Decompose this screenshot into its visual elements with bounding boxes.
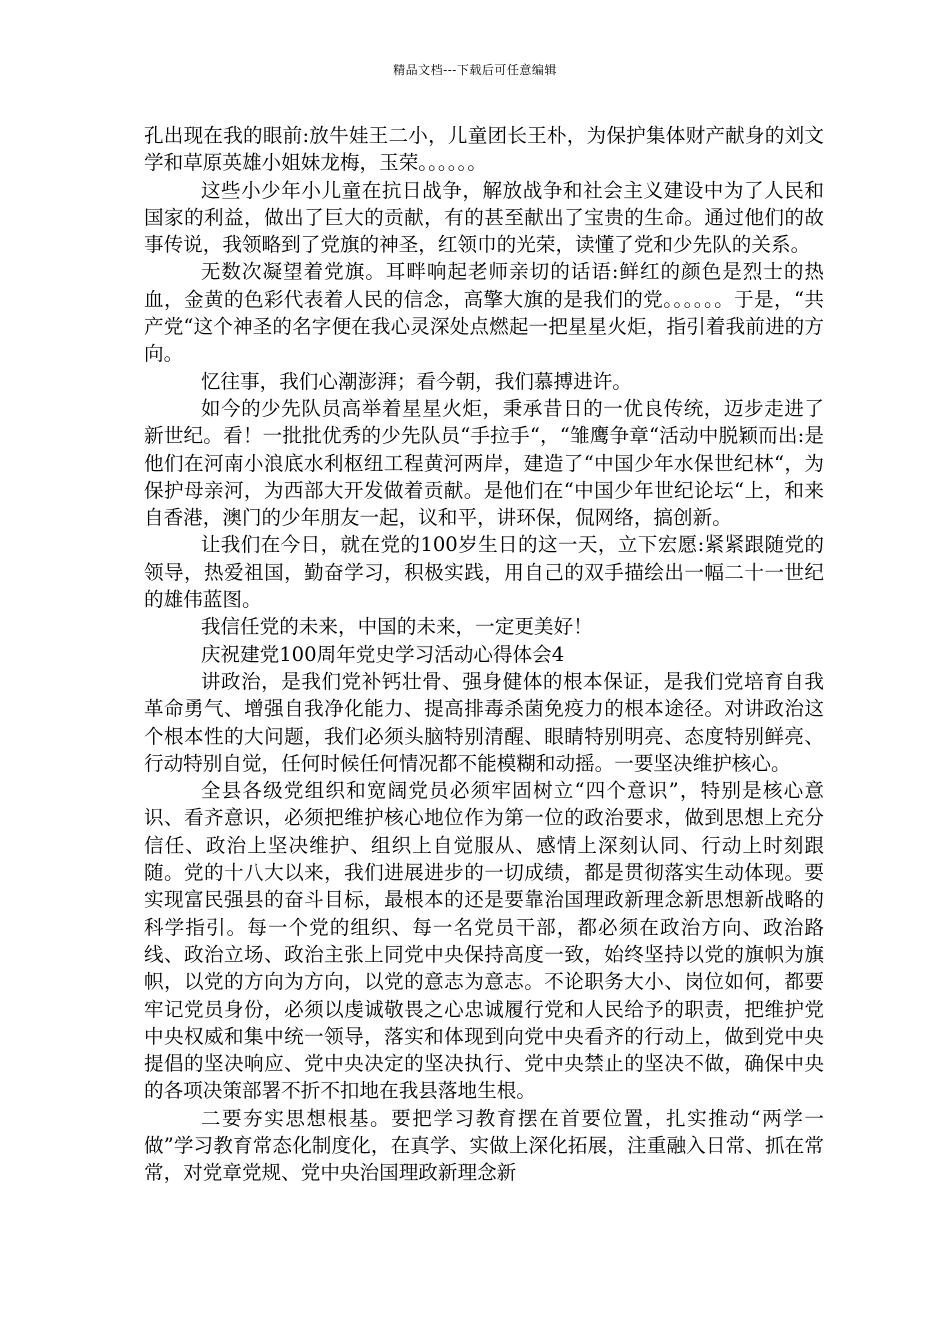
paragraph: 这些小少年小儿童在抗日战争，解放战争和社会主义建设中为了人民和国家的利益，做出了巨大的贡献，有的甚至献出了宝贵的生命。通过他们的故事传说，我领略到了党旗的神圣，红领巾的光荣，读懂了党和少先队的关系。 [144,178,824,257]
paragraph: 庆祝建党100周年党史学习活动心得体会4 [200,642,565,666]
paragraph: 忆往事，我们心潮澎湃；看今朝，我们慕搏进许。 [200,369,632,393]
paragraph: 讲政治，是我们党补钙壮骨、强身健体的根本保证，是我们党培育自我革命勇气、增强自我净化能力、提高排毒杀菌免疫力的根本途径。对讲政治这个根本性的大问题，我们必须头脑特别清醒、眼睛特别明亮、态度特别鲜亮、行动特别自觉，任何时候任何情况都不能模糊和动摇。一要坚决维护核心。 [144,669,824,775]
paragraph: 无数次凝望着党旗。耳畔响起老师亲切的话语:鲜红的颜色是烈士的热血，金黄的色彩代表着人民的信念，高擎大旗的是我们的党。。。。。。于是，“共产党“这个神圣的名字便在我心灵深处点燃起一把星星火炬，指引着我前进的方向。 [144,260,824,366]
document-body [144,122,824,1187]
paragraph: 让我们在今日，就在党的100岁生日的这一天，立下宏愿:紧紧跟随党的领导，热爱祖国，勤奋学习，积极实践，用自己的双手描绘出一幅二十一世纪的雄伟蓝图。 [144,533,824,612]
paragraph: 全县各级党组织和宽阔党员必须牢固树立“四个意识”，特别是核心意识、看齐意识，必须把维护核心地位作为第一位的政治要求，做到思想上充分信任、政治上坚决维护、组织上自觉服从、感情上深刻认同、行动上时刻跟随。党的十八大以来，我们进展进步的一切成绩，都是贯彻落实生动体现。要实现富民强县的奋斗目标，最根本的还是要靠治国理政新理念新思想新战略的科学指引。每一个党的组织、每一名党员干部，都必须在政治方向、政治路线、政治立场、政治主张上同党中央保持高度一致，始终坚持以党的旗帜为旗帜，以党的方向为方向，以党的意志为意志。不论职务大小、岗位如何，都要牢记党员身份，必须以虔诚敬畏之心忠诚履行党和人民给予的职责，把维护党中央权威和集中统一领导，落实和体现到向党中央看齐的行动上，做到党中央提倡的坚决响应、党中央决定的坚决执行、党中央禁止的坚决不做，确保中央的各项决策部署不折不扣地在我县落地生根。 [144,779,824,1103]
paragraph: 二要夯实思想根基。要把学习教育摆在首要位置，扎实推动“两学一做”学习教育常态化制度化，在真学、实做上深化拓展，注重融入日常、抓在常常，对党章党规、党中央治国理政新理念新 [144,1106,824,1185]
paragraph: 如今的少先队员高举着星星火炬，秉承昔日的一优良传统，迈步走进了新世纪。看！一批批优秀的少先队员“手拉手“，“雏鹰争章“活动中脱颖而出:是他们在河南小浪底水利枢纽工程黄河两岸，建造了“中国少年水保世纪林“，为保护母亲河，为西部大开发做着贡献。是他们在“中国少年世纪论坛“上，和来自香港，澳门的少年朋友一起，议和平，讲环保，侃网络，搞创新。 [144,396,824,530]
paragraph: 我信任党的未来，中国的未来，一定更美好！ [200,615,593,639]
paragraph: 孔出现在我的眼前:放牛娃王二小，儿童团长王朴，为保护集体财产献身的刘文学和草原英雄小姐妹龙梅，玉荣。。。。。。 [144,124,824,175]
page-header: 精品文档---下载后可任意编辑 [393,63,557,77]
